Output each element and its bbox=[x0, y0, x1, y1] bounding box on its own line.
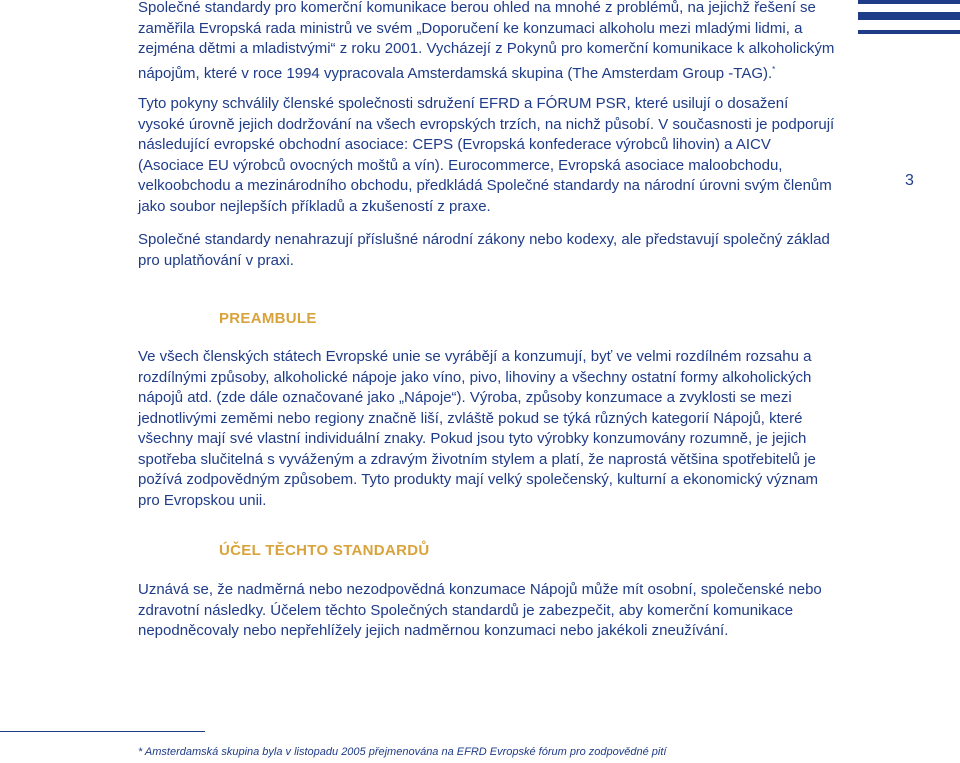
footnote-marker[interactable]: * bbox=[772, 64, 776, 74]
guidelines-paragraph: Tyto pokyny schválily členské společnosti sdružení EFRD a FÓRUM PSR, které usilují o dosažení vysoké úrovně jejich dodržování na všech evropských trzích, na nichž působí. V současnosti je podporují následující evropské obchodní asociace: CEPS (Evropská konfederace výrobců lihovin) a AICV (Asociace EU výrobců ovocných moštů a vín). Eurocommerce, Evropská asociace maloobchodu, velkoobchodu a mezinárodního obchodu, předkládá Společné standardy na národní úrovni svým členům jako soubor nejlepších příkladů a zkušeností z praxe. bbox=[138, 95, 835, 215]
intro-paragraph bbox=[138, 0, 838, 84]
purpose-heading: ÚČEL TĚCHTO STANDARDŮ bbox=[219, 542, 430, 559]
preamble-heading: PREAMBULE bbox=[219, 310, 317, 327]
purpose-paragraph: Uznává se, že nadměrná nebo nezodpovědná konzumace Nápojů může mít osobní, společenské nebo zdravotní následky. Účelem těchto Společných standardů je zabezpečit, aby komerční komunikace nepodněcovaly nebo nepřehlížely jejich nadměrnou konzumaci nebo jakékoli zneužívání. bbox=[138, 581, 822, 639]
header-bar bbox=[858, 30, 960, 34]
standards-note-paragraph: Společné standardy nenahrazují příslušné národní zákony nebo kodexy, ale představují společný základ pro uplatňování v praxi. bbox=[138, 231, 830, 269]
intro-text: Společné standardy pro komerční komunikace berou ohled na mnohé z problémů, na jejichž řešení se zaměřila Evropská rada ministrů ve svém „Doporučení ke konzumaci alkoholu mezi mladými lidmi, a zejména dětmi a mladistvými“ z roku 2001. Vycházejí z Pokynů pro komerční komunikace k alkoholickým nápojům, které v roce 1994 vypracovala Amsterdamská skupina (The Amsterdam Group -TAG). bbox=[138, 0, 835, 82]
preamble-paragraph: Ve všech členských státech Evropské unie se vyrábějí a konzumují, byť ve velmi rozdílném rozsahu a rozdílnými způsoby, alkoholické nápoje jako víno, pivo, lihoviny a všechny ostatní formy alkoholických nápojů atd. (zde dále označované jako „Nápoje“). Výroba, způsoby konzumace a zvyklosti se mezi jednotlivými zeměmi nebo regiony značně liší, zvláště pokud se týká různých kategorií Nápojů, které všechny mají své vlastní individuální znaky. Pokud jsou tyto výrobky konzumovány rozumně, je jejich spotřeba slučitelná s vyváženým a zdravým životním stylem a platí, že naprostá většina spotřebitelů je požívá zodpovědným způsobem. Tyto produkty mají velký společenský, kulturní a ekonomický význam pro Evropskou unii. bbox=[138, 348, 819, 509]
footnote-divider bbox=[0, 731, 205, 732]
page-number: 3 bbox=[905, 172, 914, 189]
footnote: * Amsterdamská skupina byla v listopadu 2005 přejmenována na EFRD Evropské fórum pro zodpovědné pití bbox=[138, 746, 667, 758]
header-bar bbox=[858, 12, 960, 20]
header-bar bbox=[858, 0, 960, 4]
